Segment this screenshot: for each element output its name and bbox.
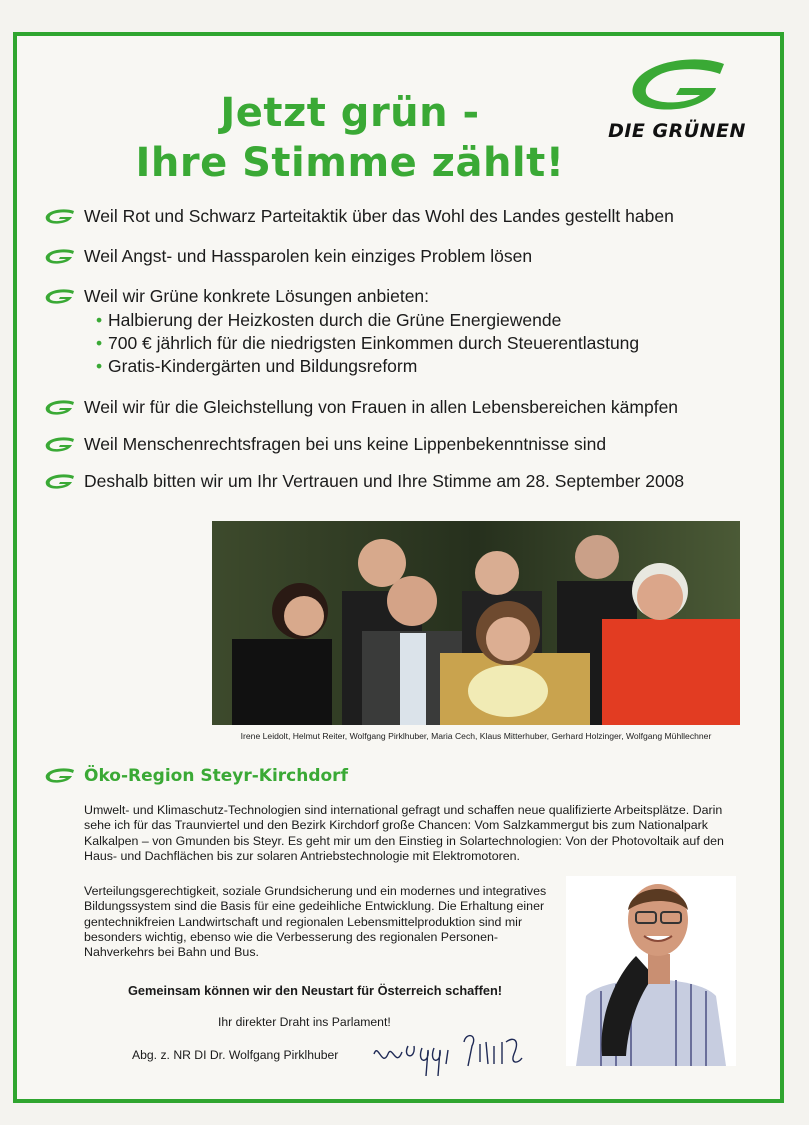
sub-item: • 700 € jährlich für die niedrigsten Einkommen durch Steuerentlastung xyxy=(84,332,744,355)
green-g-bullet-icon xyxy=(44,437,76,453)
section-title: Öko-Region Steyr-Kirchdorf xyxy=(84,766,348,786)
reason-text: Deshalb bitten wir um Ihr Vertrauen und Ihre Stimme am 28. September 2008 xyxy=(84,471,685,491)
headline-line-2: Ihre Stimme zählt! xyxy=(135,140,565,186)
green-g-bullet-icon xyxy=(44,400,76,416)
direct-line-text: Ihr direkter Draht ins Parlament! xyxy=(218,1015,391,1029)
handwritten-signature xyxy=(368,1024,528,1080)
reason-item xyxy=(44,206,744,246)
section-heading xyxy=(44,766,348,786)
signer-name: Abg. z. NR DI Dr. Wolfgang Pirklhuber xyxy=(132,1048,339,1062)
headline xyxy=(120,88,580,188)
slogan: Gemeinsam können wir den Neustart für Österreich schaffen! xyxy=(127,983,503,998)
reason-text: Weil Menschenrechtsfragen bei uns keine Lippenbekenntnisse sind xyxy=(84,434,607,454)
paragraph-2: Verteilungsgerechtigkeit, soziale Grundsicherung und ein modernes und integratives Bildungssystem sind die Basis für eine gedeihliche Entwicklung. Die Erhaltung einer gentechnikfreien Landwirtschaft und regionalen Lebensmittelproduktion sind mir besonders wichtig, ebenso wie die Verbesserung des regionalen Personen-Nahverkehrs bei Bahn und Bus. xyxy=(84,884,547,960)
photo-caption: Irene Leidolt, Helmut Reiter, Wolfgang Pirklhuber, Maria Cech, Klaus Mitterhuber, Gerhard Holzinger, Wolfgang Mühllechner xyxy=(240,731,712,741)
reason-item xyxy=(44,246,744,286)
candidate-portrait-illustration xyxy=(566,876,736,1066)
green-g-bullet-icon xyxy=(44,249,76,265)
reasons-list xyxy=(44,206,744,501)
green-g-bullet-icon xyxy=(44,209,76,225)
reason-text: Weil Rot und Schwarz Parteitaktik über das Wohl des Landes gestellt haben xyxy=(84,206,674,226)
sub-item: • Gratis-Kindergärten und Bildungsreform xyxy=(84,355,744,378)
group-photo-illustration xyxy=(212,521,740,725)
reason-text: Weil wir Grüne konkrete Lösungen anbieten: xyxy=(84,286,430,306)
candidate-portrait xyxy=(566,876,736,1066)
group-photo xyxy=(212,521,740,725)
green-g-bullet-icon xyxy=(44,289,76,305)
sub-item: • Halbierung der Heizkosten durch die Grüne Energiewende xyxy=(84,309,744,332)
reason-item xyxy=(44,397,744,434)
headline-line-1: Jetzt grün - xyxy=(220,90,480,136)
paragraph-1: Umwelt- und Klimaschutz-Technologien sind international gefragt und schaffen neue qualifizierte Arbeitsplätze. Darin sehe ich für das Traunviertel und den Bezirk Kirchdorf große Chancen: Vom Salzkammergut bis zum Nationalpark Kalkalpen – von Gmunden bis Steyr. Es geht mir um den Einstieg in Solartechnologien: Von der Photovoltaik auf den Haus- und Dachflächen bis zur solaren Antriebstechnologie mit Elektromotoren. xyxy=(84,803,724,863)
green-g-bullet-icon xyxy=(44,474,76,490)
logo-text: DIE GRÜNEN xyxy=(608,120,746,142)
reason-item xyxy=(44,286,744,397)
die-gruenen-logo xyxy=(602,58,752,148)
reason-item xyxy=(44,434,744,471)
reason-item xyxy=(44,471,744,501)
green-g-logo-icon xyxy=(628,58,732,116)
reason-text: Weil Angst- und Hassparolen kein einziges Problem lösen xyxy=(84,246,533,266)
reason-text: Weil wir für die Gleichstellung von Frauen in allen Lebensbereichen kämpfen xyxy=(84,397,679,417)
green-g-bullet-icon xyxy=(44,768,76,784)
